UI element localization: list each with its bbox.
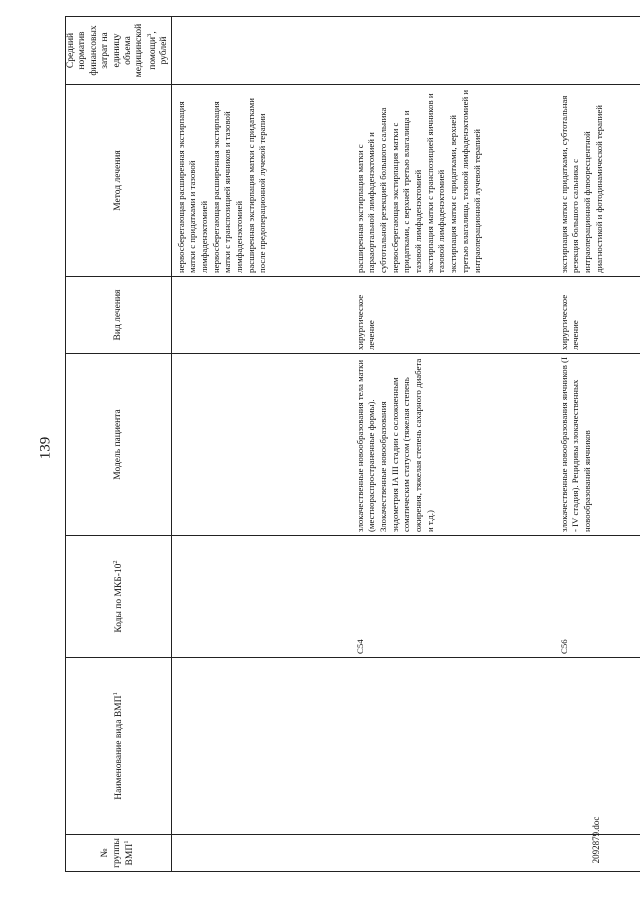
header-treatment-type: Вид лечения	[66, 277, 172, 354]
cell-group-number	[171, 835, 351, 872]
method-item: расширенная экстирпация матки с придатками после предоперационной лучевой терапии	[245, 98, 268, 273]
cell-treatment-method	[351, 85, 555, 277]
cell-patient-model	[171, 354, 351, 536]
cell-treatment-method	[555, 85, 640, 277]
header-avg-cost: Средний норматив финансовых затрат на единицу объема медицинской помощи$^3$, рублей	[66, 17, 172, 85]
cell-group-number	[555, 835, 640, 872]
cell-vmp-name	[555, 658, 640, 835]
cell-avg-cost	[171, 17, 351, 85]
cell-treatment-type: хирургическое лечение	[351, 277, 555, 354]
page-number: 139	[37, 436, 54, 460]
table-row	[555, 17, 640, 872]
cell-icd-code: C54	[351, 536, 555, 658]
cell-treatment-type	[171, 277, 351, 354]
cell-avg-cost	[555, 17, 640, 85]
table-header-row	[66, 17, 172, 872]
cell-icd-code	[171, 536, 351, 658]
cell-icd-code: C56	[555, 536, 640, 658]
cell-treatment-type: хирургическое лечение	[555, 277, 640, 354]
cell-treatment-method	[171, 85, 351, 277]
method-item: нервосберегающая расширенная экстирпация матки с транспозицией яичников и тазовой лимфаденэктомией	[210, 101, 245, 273]
header-treatment-method: Метод лечения	[66, 85, 172, 277]
header-icd-codes: Коды по МКБ-$10^2$	[66, 536, 172, 658]
vmp-table	[65, 16, 640, 872]
cell-vmp-name	[171, 658, 351, 835]
method-item: расширенная экстирпация матки с парааортальной лимфаденэктомией и субтотальной резекцией большого сальника	[354, 107, 389, 273]
header-vmp-name: Наименование вида ВМП$^1$	[66, 658, 172, 835]
method-item: экстирпация матки с придатками, субтотальная резекция большого сальника с интраоперационной флюоресцентной диагностикой и фотодинамической терапией	[558, 95, 604, 273]
header-group-number: № группы ВМП$^1$	[66, 835, 172, 872]
method-item: нервосберегающая экстирпация матки с придатками, с верхней третью влагалища и тазовой лимфаденэктомией	[389, 110, 424, 273]
cell-group-number	[351, 835, 555, 872]
table-row	[351, 17, 555, 872]
cell-avg-cost	[351, 17, 555, 85]
method-item: нервосберегающая расширенная экстирпация матки с придатками и тазовой лимфаденэктомией	[175, 101, 210, 273]
header-patient-model: Модель пациента	[66, 354, 172, 536]
cell-patient-model: злокачественные новообразования тела матки (местнораспространенные формы). Злокачественные новообразования эндометрия IA III стадии с осложненным соматическим статусом (тяжелая степень ожирения, тяжелая степень сахарного диабета и т.д.)	[351, 354, 555, 536]
cell-patient-model: злокачественные новообразования яичников (I - IV стадия). Рецидивы злокачественных новообразований яичников	[555, 354, 640, 536]
table-row	[171, 17, 351, 872]
footer-file-name: 2092879.doc	[591, 816, 601, 864]
method-item: экстирпация матки с придатками, верхней третью влагалища, тазовой лимфаденэктомией и интраоперационной лучевой терапией	[448, 89, 482, 273]
method-item: экстирпация матки с транспозицией яичников и тазовой лимфаденэктомией	[424, 93, 447, 273]
cell-vmp-name	[351, 658, 555, 835]
